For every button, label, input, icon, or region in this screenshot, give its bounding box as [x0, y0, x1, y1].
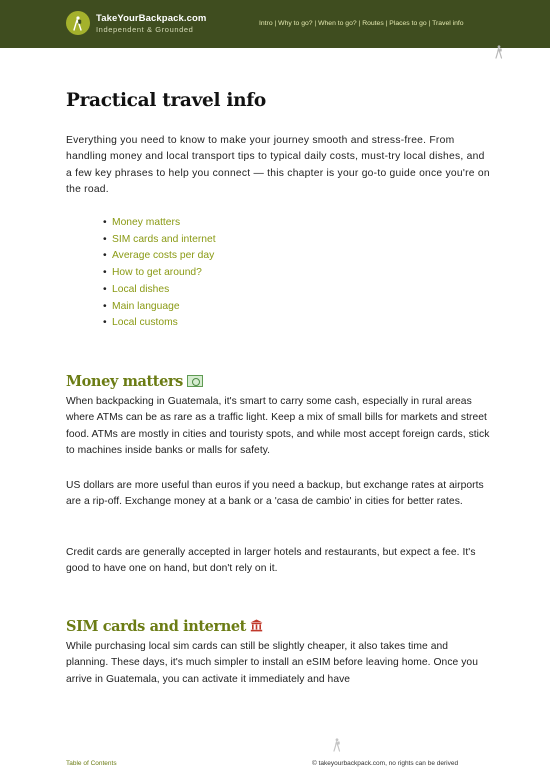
sim-paragraph-esim: While purchasing local sim cards can still be slightly cheaper, it also takes time and planning. These days, it's much simpler to install an eSIM before leaving home. Once you arrive in Guatemala, you can activate it immediately and have: [66, 641, 478, 685]
bank-icon: [250, 619, 263, 632]
toc-link-getting-around[interactable]: • How to get around?: [103, 265, 216, 282]
section-heading-sim-cards: [66, 618, 263, 635]
toc-link-money-matters[interactable]: • Money matters: [103, 215, 216, 232]
hiker-icon: [494, 45, 504, 59]
nav-item-places-to-go[interactable]: Places to go: [389, 20, 427, 27]
toc-link-sim-cards[interactable]: • SIM cards and internet: [103, 232, 216, 249]
section-heading-money-matters: [66, 373, 203, 390]
money-paragraph-cash: When backpacking in Guatemala, it's smart to carry some cash, especially in rural areas where ATMs can be as rare as a traffic light. Keep a mix of small bills for markets and street food. ATMs are mostly in cities and touristy spots, and while most accept foreign cards, stick to machines inside banks or malls for safety.: [66, 396, 490, 456]
copyright-notice: © takeyourbackpack.com, no rights can be derived: [312, 760, 459, 767]
intro-paragraph: Everything you need to know to make your journey smooth and stress-free. From handling money and local transport tips to typical daily costs, must-try local dishes, and a few key phrases to help you connect — this chapter is your go-to guide once you're on the road.: [66, 135, 490, 195]
logo-icon[interactable]: [66, 11, 90, 35]
nav-item-when-to-go[interactable]: When to go?: [318, 20, 357, 27]
chapter-contents-list: [103, 215, 216, 332]
toc-link-main-language[interactable]: • Main language: [103, 299, 216, 316]
brand-name[interactable]: TakeYourBackpack.com: [96, 13, 207, 24]
toc-link-local-customs[interactable]: • Local customs: [103, 315, 216, 332]
brand-tagline: Independent & Grounded: [96, 25, 194, 34]
toc-link-local-dishes[interactable]: • Local dishes: [103, 282, 216, 299]
page-title: Practical travel info: [66, 90, 266, 111]
site-header: [0, 0, 550, 48]
nav-item-travel-info[interactable]: Travel info: [432, 20, 464, 27]
toc-link-average-costs[interactable]: • Average costs per day: [103, 248, 216, 265]
section-title-text: SIM cards and internet: [66, 618, 246, 635]
nav-separator: |: [272, 20, 279, 27]
nav-item-why-to-go[interactable]: Why to go?: [278, 20, 313, 27]
nav-separator: |: [312, 20, 319, 27]
nav-separator: |: [356, 20, 363, 27]
table-of-contents-link[interactable]: Table of Contents: [66, 760, 117, 767]
section-title-text: Money matters: [66, 373, 183, 390]
footer-hiker-icon: [332, 738, 342, 752]
nav-separator: |: [383, 20, 390, 27]
money-paragraph-currency: US dollars are more useful than euros if you need a backup, but exchange rates at airports are a rip-off. Exchange money at a bank or a 'casa de cambio' in cities for better rates.: [66, 480, 484, 508]
nav-item-routes[interactable]: Routes: [362, 20, 384, 27]
nav-item-intro[interactable]: Intro: [259, 20, 273, 27]
money-paragraph-credit-cards: Credit cards are generally accepted in larger hotels and restaurants, but expect a fee. It's good to have one on hand, but don't rely on it.: [66, 547, 476, 575]
top-navigation: [259, 20, 464, 27]
money-with-wings-icon: [187, 375, 203, 387]
nav-separator: |: [426, 20, 433, 27]
